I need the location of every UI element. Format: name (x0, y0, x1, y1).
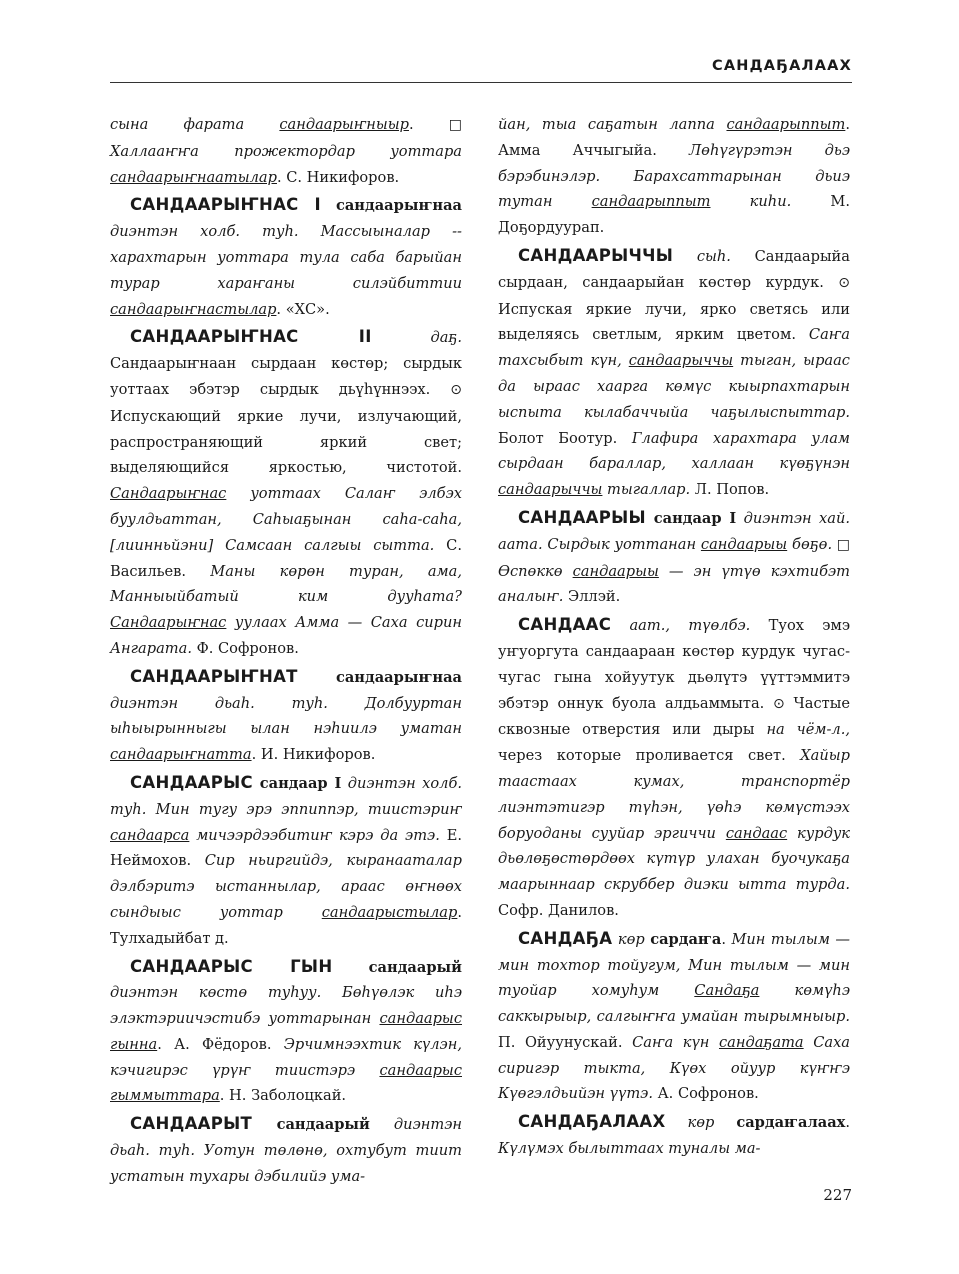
right-entry (498, 243, 850, 503)
underlined-example: сандаарыччы (498, 481, 603, 499)
text-run: . (721, 930, 732, 948)
text-run: диэнтэн көстө туһуу. Бөһүөлэк иһэ элэктэриичэстибэ уоттарынан (110, 984, 462, 1028)
underlined-example: сандаарыҥнаатылар (110, 168, 277, 186)
underlined-example: Сандаарыҥнас (110, 485, 227, 503)
text-run: тыгаллар. (602, 481, 691, 499)
headword: САНДААС (518, 615, 612, 635)
text-run: Испуская яркие лучи, ярко светясь или выделяясь светлым, ярким цветом. (498, 300, 850, 344)
text-run: киһи. (710, 193, 792, 211)
headword: САНДААРЫҤНАС II (130, 327, 372, 347)
text-run: сандаарыҥнаа (297, 668, 462, 686)
underlined-example: Сандаарыҥнас (110, 614, 227, 632)
page-header (110, 56, 852, 83)
running-head: САНДАҔАЛААХ (712, 58, 852, 74)
headword: САНДААРЫС ГЫН (130, 956, 333, 976)
text-run: Маны көрөн туран, ама, Манныыйбатый ким дууһата? (110, 562, 463, 606)
underlined-example: сандаҕата (718, 1033, 804, 1051)
text-run: сандаар I (252, 774, 342, 792)
headword: САНДААРЫЧЧЫ (518, 245, 674, 265)
text-run: ⊙ (450, 381, 462, 398)
text-run: . Тулхадыйбат д. (110, 903, 462, 947)
text-run: А. Софронов. (652, 1085, 759, 1103)
text-run: аат., түөлбэ. (611, 617, 751, 635)
headword: САНДААРЫС (130, 772, 253, 792)
text-run: сына фарата (110, 116, 280, 133)
text-run: сардаҥалаах (736, 1114, 846, 1132)
text-run: Хайыр таастаах кумах, транспортёр лиэнтэтигэр түһэн, үөһэ көмүстээх боруоданы сууйар эргиччи (498, 747, 850, 842)
text-run: мичээрдээбитиҥ кэрэ да этэ. (189, 826, 440, 844)
text-run: □ (448, 117, 463, 133)
text-run: Лөһүгүрэтэн дьэ бэрэбинэлэр. Барахсаттарынан дьиэ тутан (498, 141, 851, 211)
text-run: көр (612, 930, 651, 948)
text-run: сандаарыҥнаа (320, 197, 463, 215)
underlined-example: сандаарыҥнастылар (110, 300, 277, 318)
text-run: . (408, 116, 449, 133)
text-run: Ф. Софронов. (191, 639, 299, 657)
underlined-example: сандаарыҥнатта (110, 746, 252, 764)
headword: САНДААРЫЫ (518, 507, 646, 527)
underlined-example: сандаарыс гыммыттара (110, 1061, 462, 1105)
right-entry (498, 926, 850, 1108)
underlined-example: сандаарыччы (628, 352, 734, 370)
text-run: сыһ. (673, 247, 731, 265)
text-run: Халлааҥҥа прожектордар уоттара (110, 142, 462, 160)
underlined-example: сандаарыппыт (726, 116, 846, 133)
text-run: Испускающий яркие лучи, излучающий, распространяющий яркий свет; выделяющийся яркостью, чистотой. (110, 407, 462, 477)
text-run: □ (832, 536, 850, 553)
text-run: . Н. Заболоцкай. (219, 1087, 347, 1105)
headword: САНДААРЫТ (130, 1114, 253, 1134)
page-number: 227 (823, 1186, 852, 1204)
text-run: Сандаарыйа сырдаан, сандаарыйан көстөр курдук. (498, 247, 850, 291)
underlined-example: сандаарыҥныыр (279, 116, 409, 133)
underlined-example: сандаарыы (700, 535, 788, 553)
text-run: на чём-л., (766, 721, 850, 739)
left-entry (110, 954, 462, 1110)
left-entry (110, 664, 462, 768)
text-run: С. Васильев. (110, 536, 462, 580)
text-run: сандаар I (645, 509, 737, 527)
text-run: тыган, ыраас да ыраас хаарга көмүс кыырпахтарын ыспыта кылабаччыйа чаҕылыспыттар. (498, 352, 850, 421)
left-entry (110, 112, 462, 190)
left-entry (110, 324, 462, 661)
text-run: ⊙ (838, 274, 850, 291)
text-run: М. Доҕордуурап. (498, 193, 850, 237)
left-column (110, 112, 462, 1192)
left-entry (110, 1111, 462, 1189)
left-entry (110, 192, 462, 322)
text-run: сандаарый (252, 1116, 370, 1134)
underlined-example: сандаарса (110, 826, 190, 844)
right-entry (498, 1109, 850, 1162)
text-run: Болот Боотур. (498, 429, 632, 447)
right-entry (498, 112, 850, 241)
underlined-example: сандаарыы (572, 562, 659, 580)
text-run: ⊙ (773, 695, 785, 712)
text-run: . «ХС». (276, 300, 330, 318)
text-run: П. Ойуунускай. (498, 1033, 633, 1051)
text-run: Сандаарыҥнаан сырдаан көстөр; сырдык уоттаах эбэтэр сырдык дьүһүннээх. (110, 355, 462, 398)
text-run: курдук дьөлөҕөстөрдөөх күтүр улахан буочукаҕа маарыннаар скруббер диэки ытта турда. (498, 824, 851, 894)
text-run: диэнтэн хай. аата. Сырдык уоттанан (498, 509, 850, 553)
text-run: көр (665, 1114, 737, 1132)
right-entry (498, 505, 850, 610)
left-entry (110, 770, 462, 952)
text-run: Туох эмэ уҥуоргута сандаараан көстөр курдук чугас-чугас гына хойуутук дьөлүтэ үүттэммитэ эбэтэр оннук буола алдьаммыта. (498, 617, 850, 712)
text-run: диэнтэн холб. туһ. Массыыналар -- харахтарын уоттара тула саба барыйан турар хараҥаны силэйбиттии (110, 223, 462, 292)
text-run: Күлүмэх былыттаах туналы ма- (498, 1140, 761, 1158)
headword: САНДАҔА (518, 928, 613, 948)
text-run: Е. Неймохов. (110, 826, 462, 870)
underlined-example: сандаас (725, 824, 788, 842)
headword: САНДАҔАЛААХ (518, 1112, 666, 1132)
text-run: Саха сиригэр тыкта, Күөх ойуур күҥҥэ Күөгэлдьийэн үүтэ. (498, 1033, 851, 1103)
text-run: сардаҥа (650, 930, 722, 948)
text-run: йан, тыа саҕатын лаппа (498, 116, 727, 133)
text-run: Саҥа күн (632, 1033, 719, 1051)
text-run: . С. Никифоров. (276, 168, 400, 186)
text-run: . Амма Аччыгыйа. (498, 116, 850, 159)
text-run: Сир ньиргийдэ, кыранааталар дэлбэритэ ыстаннылар, араас өҥнөөх сындыыс уоттар (110, 852, 462, 921)
text-run: даҕ. (371, 329, 463, 347)
text-run: Глафира харахтара улам сырдаан бараллар, халлаан күөҕүнэн (498, 429, 850, 473)
text-run: уоттаах Салаҥ элбэх буулдьаттан, Саһыаҕынан саһа-саһа, [лиинньйэни] Самсаан салгыы сытта. (110, 485, 462, 554)
text-run: сандаарый (332, 958, 462, 976)
text-run: . (845, 1114, 850, 1132)
text-run: Софр. Данилов. (498, 901, 619, 919)
right-entry (498, 612, 850, 924)
headword: САНДААРЫҤНАС I (130, 195, 321, 215)
text-run: Саҥа тахсыбыт күн, (498, 326, 850, 370)
underlined-example: сандаарыппыт (591, 193, 711, 211)
text-run: көмүһэ саккырыыр, салгыҥҥа умайан тырымныыр. (498, 982, 850, 1026)
text-run: Частые сквозные отверстия или дыры (498, 694, 850, 739)
headword: САНДААРЫҤНАТ (130, 666, 298, 686)
text-run: уулаах Амма — Саха сирин Ангарата. (110, 614, 462, 657)
text-run: Өспөккө (498, 562, 573, 580)
text-run: Эллэй. (563, 588, 621, 606)
text-run: . А. Фёдоров. (157, 1035, 284, 1053)
text-run: бөҕө. (787, 535, 833, 553)
text-run: Эрчимнээхтик күлэн, кэчигирэс үрүҥ тиистэрэ (110, 1035, 462, 1079)
text-run: Мин тылым — мин тохтор тойугум, Мин тылым — мин туойар хомуһум (498, 930, 850, 1000)
underlined-example: Сандаҕа (694, 982, 760, 1000)
right-column (498, 112, 850, 1164)
text-run: Л. Попов. (690, 481, 770, 499)
text-run: диэнтэн холб. туһ. Мин тугу эрэ эппиппэр, тиистэриҥ (110, 774, 462, 818)
text-run: — эн үтүө кэхтибэт аналыҥ. (498, 562, 850, 606)
text-run: через которые проливается свет. (498, 747, 801, 765)
text-run: диэнтэн дьаһ. туһ. Долбууртан ыһыырынныгы ылан нэһиилэ уматан (110, 694, 462, 738)
underlined-example: сандаарыс гынна (110, 1010, 462, 1053)
text-run: диэнтэн дьаһ. туһ. Уотун төлөнө, охтубут тиит устатын тухары дэбилийэ ума- (110, 1116, 462, 1185)
underlined-example: сандаарыстылар (321, 903, 458, 921)
text-run: . И. Никифоров. (251, 746, 376, 764)
